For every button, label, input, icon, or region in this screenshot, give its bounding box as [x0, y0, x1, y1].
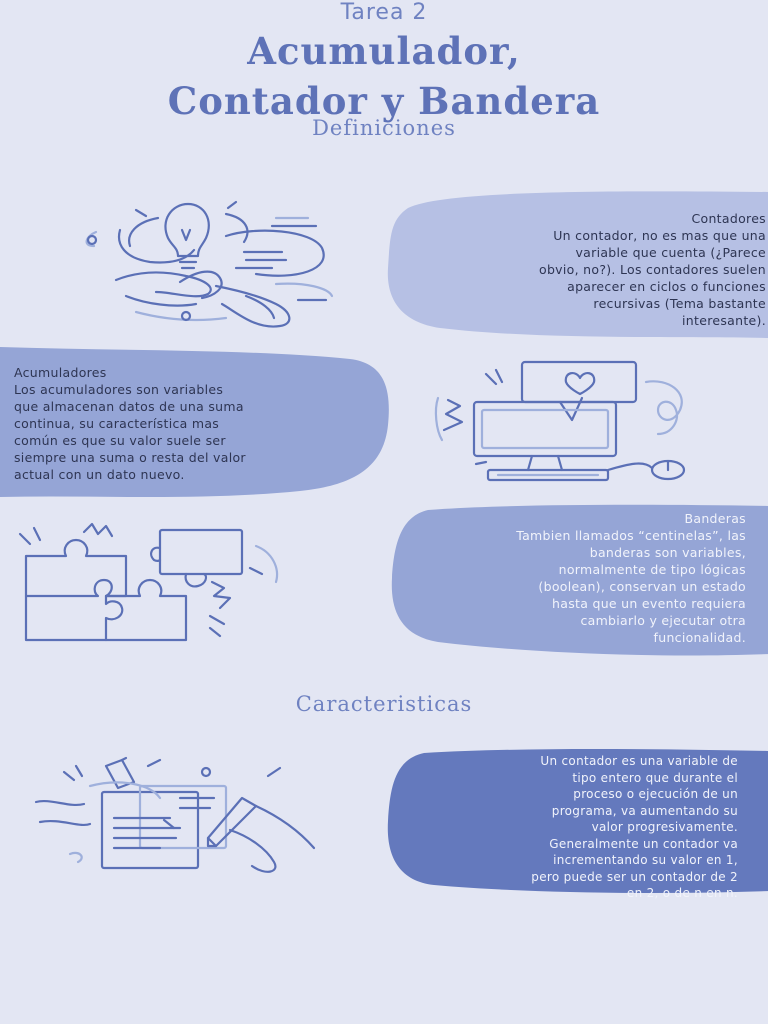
- title-line-1: Acumulador,: [247, 29, 521, 73]
- contadores-text: Contadores Un contador, no es mas que una variable que cuenta (¿Parece obvio, no?). Los contadores suelen aparecer en ciclos o funciones recursivas (Tema bastante interesante).: [388, 210, 766, 329]
- title-line-2: Contador y Bandera: [167, 79, 601, 123]
- banderas-heading: Banderas: [684, 511, 746, 526]
- task-label: Tarea 2: [340, 0, 428, 25]
- computer-heart-icon: [432, 360, 694, 486]
- page-title: [0, 26, 768, 126]
- section-title-definiciones: Definiciones: [312, 116, 456, 140]
- hand-writing-icon: [30, 758, 325, 876]
- caracteristicas-text: Un contador es una variable de tipo entero que durante el proceso o ejecución de un programa, va aumentando su valor progresivamente. Generalmente un contador va incrementando su valor en 1, pero puede ser un contador de 2 en 2, o de n en n.: [531, 754, 738, 900]
- banderas-text: Banderas Tambien llamados “centinelas”, las banderas son variables, normalmente de tipo lógicas (boolean), conservan un estado hasta que un evento requiera cambiarlo y ejecutar otra funcionalidad.: [392, 510, 746, 646]
- section-title-caracteristicas: Caracteristicas: [295, 692, 473, 716]
- puzzle-icon: [10, 520, 290, 644]
- acumuladores-text: Acumuladores Los acumuladores son variables que almacenan datos de una suma continua, su característica mas común es que su valor suele ser siempre una suma o resta del valor actual con un dato nuevo.: [14, 364, 384, 483]
- lightbulb-hands-icon: [76, 200, 336, 335]
- contadores-heading: Contadores: [691, 211, 766, 226]
- acumuladores-heading: Acumuladores: [14, 365, 107, 380]
